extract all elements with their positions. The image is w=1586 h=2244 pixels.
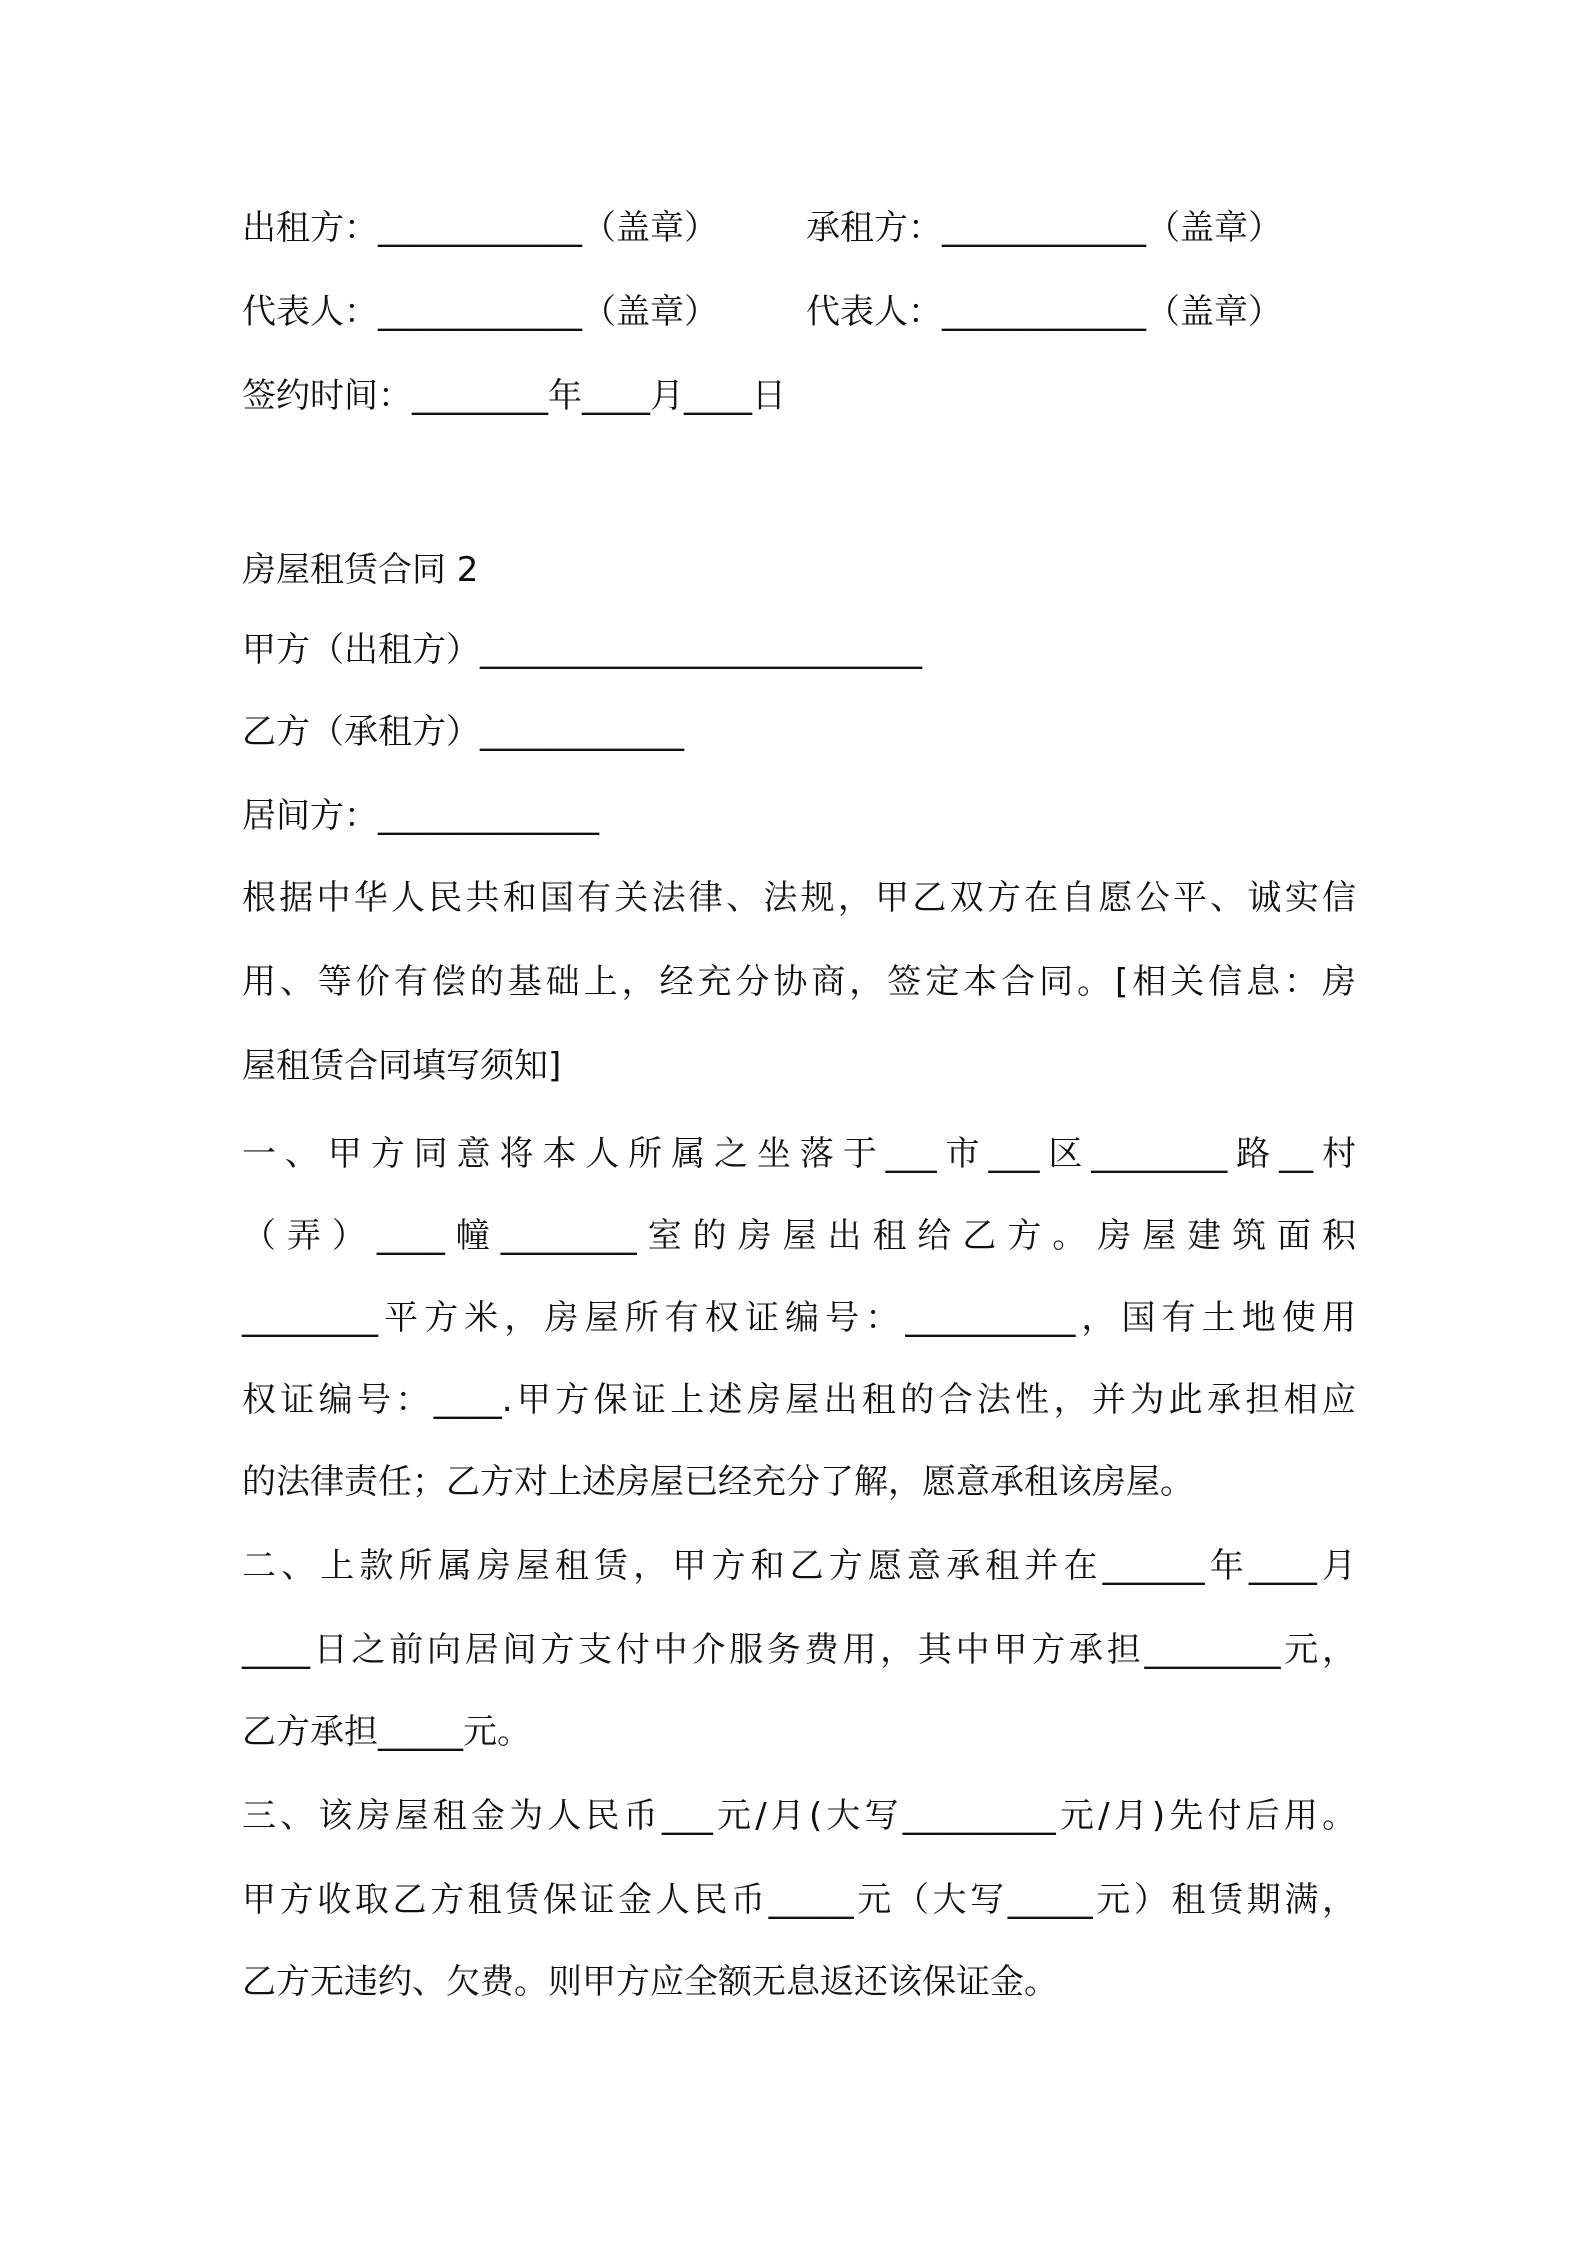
clause-1-line: 权证编号：____.甲方保证上述房屋出租的合法性，并为此承担相应 bbox=[242, 1380, 1356, 1420]
clause-1-line: 的法律责任；乙方对上述房屋已经充分了解，愿意承租该房屋。 bbox=[242, 1462, 1194, 1502]
lessee-representative-field: 代表人：____________（盖章） bbox=[806, 292, 1282, 332]
clause-2-line: 乙方承担_____元。 bbox=[242, 1712, 531, 1752]
clause-3-line: 三、该房屋租金为人民币___元/月(大写_________元/月)先付后用。 bbox=[242, 1796, 1356, 1836]
lessor-representative-field: 代表人：____________（盖章） bbox=[242, 292, 718, 332]
lessee-seal-field: 承租方：____________（盖章） bbox=[806, 208, 1282, 248]
clause-3-line: 乙方无违约、欠费。则甲方应全额无息返还该保证金。 bbox=[242, 1962, 1058, 2002]
lessor-seal-field: 出租方：____________（盖章） bbox=[242, 208, 718, 248]
clause-3-line: 甲方收取乙方租赁保证金人民币_____元（大写_____元）租赁期满， bbox=[242, 1880, 1356, 1920]
preamble-line: 根据中华人民共和国有关法律、法规，甲乙双方在自愿公平、诚实信 bbox=[242, 878, 1356, 918]
clause-2-line: 二、上款所属房屋租赁，甲方和乙方愿意承租并在______年____月 bbox=[242, 1546, 1356, 1586]
clause-1-line: ________平方米，房屋所有权证编号：__________，国有土地使用 bbox=[242, 1298, 1356, 1338]
party-b: 乙方（承租方）____________ bbox=[242, 712, 684, 752]
clause-1-line: 一、甲方同意将本人所属之坐落于___市___区________路__村 bbox=[242, 1134, 1356, 1174]
preamble-line: 用、等价有偿的基础上，经充分协商，签定本合同。[相关信息：房 bbox=[242, 962, 1356, 1002]
contract-title: 房屋租赁合同 2 bbox=[242, 550, 479, 590]
intermediary: 居间方：_____________ bbox=[242, 796, 599, 836]
clause-1-line: （弄）____幢________室的房屋出租给乙方。房屋建筑面积 bbox=[242, 1216, 1356, 1256]
sign-date: 签约时间：________年____月____日 bbox=[242, 376, 786, 416]
preamble-line: 屋租赁合同填写须知] bbox=[242, 1046, 562, 1086]
clause-2-line: ____日之前向居间方支付中介服务费用，其中甲方承担________元， bbox=[242, 1630, 1356, 1670]
party-a: 甲方（出租方）__________________________ bbox=[242, 630, 922, 670]
